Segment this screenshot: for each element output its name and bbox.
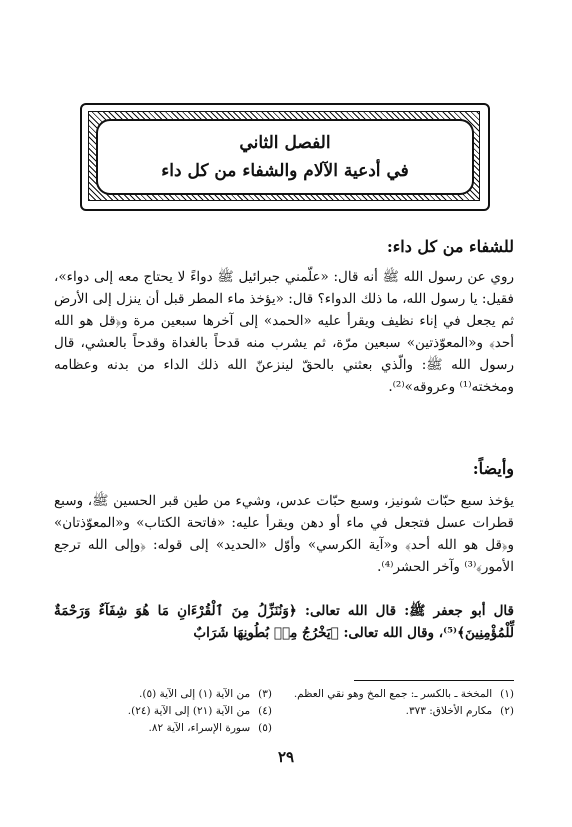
paragraph-quran-verse: قال أبو جعفر ﷺ: قال الله تعالى: ﴿وَنُنَزِّلُ مِنَ ٱلْقُرْءَانِ مَا هُوَ شِفَآءٌ وَرَحْمَةٌ لِّلْمُؤْمِنِينَ﴾⁽⁵⁾، وقال الله تعالى: ﴿يَخْرُجُ مِنۢ بُطُونِهَا شَرَابٌ [54,603,514,641]
footnote: (١) المخخة ـ بالكسر ـ: جمع المخ وهو نقي العظم. [293,688,514,700]
section-heading-cure-all: للشفاء من كل داء: [386,237,514,256]
section-heading-also: وأيضاً: [472,459,514,478]
chapter-title-box [96,119,474,195]
footnotes-right-column [284,686,514,720]
footnote: (٤) من الآية (٢١) إلى الآية (٢٤). [127,705,272,717]
chapter-title: الفصل الثاني [239,133,331,153]
page-number: ٢٩ [277,748,295,766]
footnote-divider [354,680,514,681]
footnote: (٢) مكارم الأخلاق: ٣٧٣. [405,705,514,717]
footnotes-left-column [72,686,272,737]
paragraph-recipe: يؤخذ سبع حبّات شونيز، وسبع حبّات عدس، وشيء من طين قبر الحسين ﷺ، وسبع قطرات عسل فتجعل في ماء أو دهن ويقرأ عليه: «فاتحة الكتاب» و«المعوّذتان» و﴿قل هو الله أحد﴾ و«آية الكرسي» وأوّل «الحديد» إلى قوله: ﴿وإلى الله ترجع الأمور﴾⁽³⁾ وآخر الحشر⁽⁴⁾. [54,493,514,575]
paragraph-narration: روي عن رسول الله ﷺ أنه قال: «علّمني جبرائيل ﷺ دواءً لا يحتاج معه إلى دواء»، فقيل: يا رسول الله، ما ذلك الدواء؟ قال: «يؤخذ ماء المطر قبل أن ينزل إلى الأرض ثم يجعل في إناء نظيف ويقرأ عليه «الحمد» إلى آخرها سبعين مرة و﴿قل هو الله أحد﴾ و«المعوّذتين» سبعين مرّة، ثم يشرب منه قدحاً بالغداة وقدحاً بالعشي، قال رسول الله ﷺ: والّذي بعثني بالحقّ لينزعنّ الله ذلك الداء من بدنه وعظامه ومخخته⁽¹⁾ وعروقه»⁽²⁾. [54,269,514,395]
footnote: (٣) من الآية (١) إلى الآية (٥). [139,688,272,700]
footnote: (٥) سورة الإسراء، الآية ٨٢. [148,722,272,734]
chapter-subtitle: في أدعية الآلام والشفاء من كل داء [161,161,409,181]
